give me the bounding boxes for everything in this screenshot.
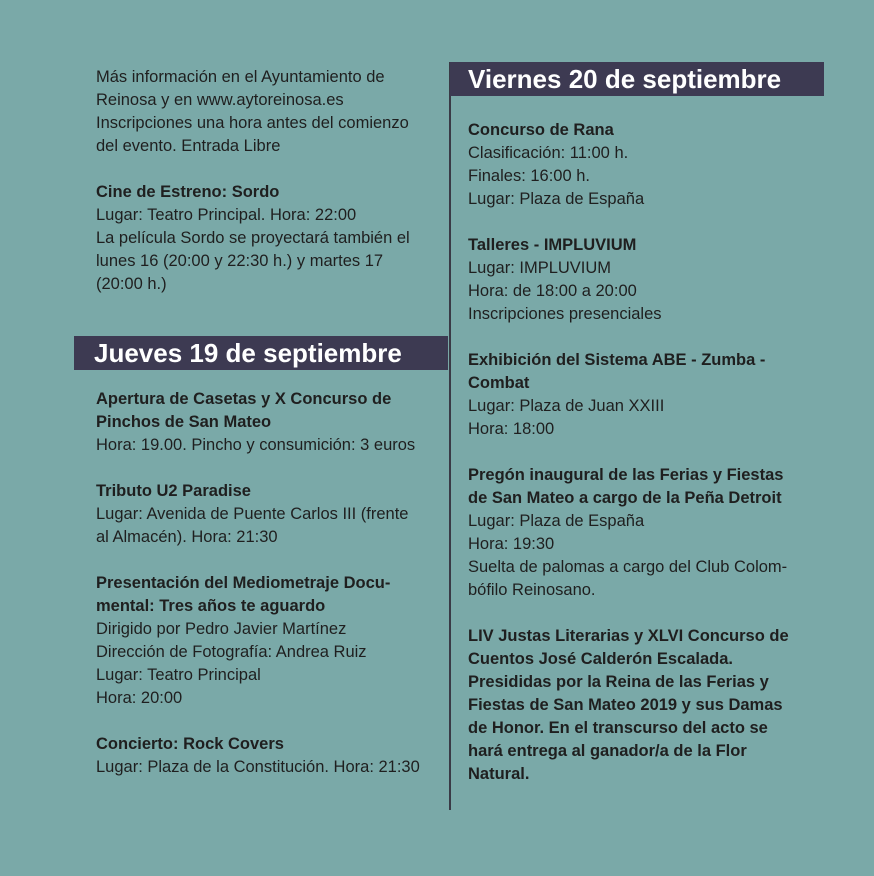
event-title: de Honor. En el transcurso del acto se: [468, 719, 768, 737]
event-title: Pinchos de San Mateo: [96, 413, 272, 431]
event-detail: La película Sordo se proyectará también el: [96, 229, 410, 247]
event-title: Presididas por la Reina de las Ferias y: [468, 673, 769, 691]
event-title: Presentación del Mediometraje Docu-: [96, 574, 391, 592]
event-detail: Lugar: Plaza de España: [468, 512, 645, 530]
event-detail: Dirigido por Pedro Javier Martínez: [96, 620, 347, 638]
heading-viernes: Viernes 20 de septiembre: [450, 62, 824, 96]
event-title: Combat: [468, 374, 530, 392]
event-title: Pregón inaugural de las Ferias y Fiestas: [468, 466, 784, 484]
event-detail: Hora: 19.00. Pincho y consumición: 3 euros: [96, 436, 416, 454]
event-title: Talleres - IMPLUVIUM: [468, 236, 637, 254]
left-column: [96, 66, 441, 319]
intro-line: del evento. Entrada Libre: [96, 137, 281, 155]
event-title: Cine de Estreno: Sordo: [96, 183, 280, 201]
event-title: Tributo U2 Paradise: [96, 482, 251, 500]
event-detail: Clasificación: 11:00 h.: [468, 144, 629, 162]
event-item: [468, 625, 813, 786]
heading-jueves: Jueves 19 de septiembre: [74, 336, 448, 370]
event-detail: Hora: 19:30: [468, 535, 555, 553]
event-detail: Lugar: Avenida de Puente Carlos III (frente: [96, 505, 409, 523]
event-detail: Finales: 16:00 h.: [468, 167, 590, 185]
intro-line: Más información en el Ayuntamiento de: [96, 68, 385, 86]
event-detail: Suelta de palomas a cargo del Club Colom-: [468, 558, 788, 576]
event-item: [468, 464, 813, 602]
intro-line: Reinosa y en www.aytoreinosa.es: [96, 91, 344, 109]
event-detail: Hora: 20:00: [96, 689, 183, 707]
event-title: mental: Tres años te aguardo: [96, 597, 326, 615]
event-detail: al Almacén). Hora: 21:30: [96, 528, 278, 546]
event-item: [468, 119, 813, 211]
event-item: [96, 733, 441, 779]
event-detail: Inscripciones presenciales: [468, 305, 662, 323]
event-detail: Lugar: Teatro Principal. Hora: 22:00: [96, 206, 357, 224]
event-title: Concurso de Rana: [468, 121, 614, 139]
event-title: Fiestas de San Mateo 2019 y sus Damas: [468, 696, 783, 714]
event-item: [468, 234, 813, 326]
intro-info: [96, 66, 441, 158]
viernes-events: [468, 119, 813, 809]
column-divider: [449, 62, 451, 810]
event-detail: (20:00 h.): [96, 275, 167, 293]
event-title: Exhibición del Sistema ABE - Zumba -: [468, 351, 766, 369]
event-detail: Lugar: Plaza de España: [468, 190, 645, 208]
event-item: [468, 349, 813, 441]
event-cine: [96, 181, 441, 296]
event-title: de San Mateo a cargo de la Peña Detroit: [468, 489, 782, 507]
intro-line: Inscripciones una hora antes del comienzo: [96, 114, 409, 132]
event-title: Concierto: Rock Covers: [96, 735, 284, 753]
jueves-events: [96, 388, 441, 802]
event-item: [96, 388, 441, 457]
event-detail: bófilo Reinosano.: [468, 581, 596, 599]
event-detail: Hora: 18:00: [468, 420, 555, 438]
event-title: Cuentos José Calderón Escalada.: [468, 650, 734, 668]
event-detail: Lugar: Plaza de la Constitución. Hora: 21:30: [96, 758, 420, 776]
event-detail: Lugar: IMPLUVIUM: [468, 259, 612, 277]
event-item: [96, 480, 441, 549]
event-item: [96, 572, 441, 710]
event-detail: lunes 16 (20:00 y 22:30 h.) y martes 17: [96, 252, 384, 270]
event-detail: Lugar: Plaza de Juan XXIII: [468, 397, 665, 415]
event-detail: Dirección de Fotografía: Andrea Ruiz: [96, 643, 367, 661]
event-detail: Lugar: Teatro Principal: [96, 666, 261, 684]
event-title: LIV Justas Literarias y XLVI Concurso de: [468, 627, 789, 645]
event-title: Apertura de Casetas y X Concurso de: [96, 390, 392, 408]
event-title: Natural.: [468, 765, 530, 783]
event-detail: Hora: de 18:00 a 20:00: [468, 282, 637, 300]
event-title: hará entrega al ganador/a de la Flor: [468, 742, 747, 760]
